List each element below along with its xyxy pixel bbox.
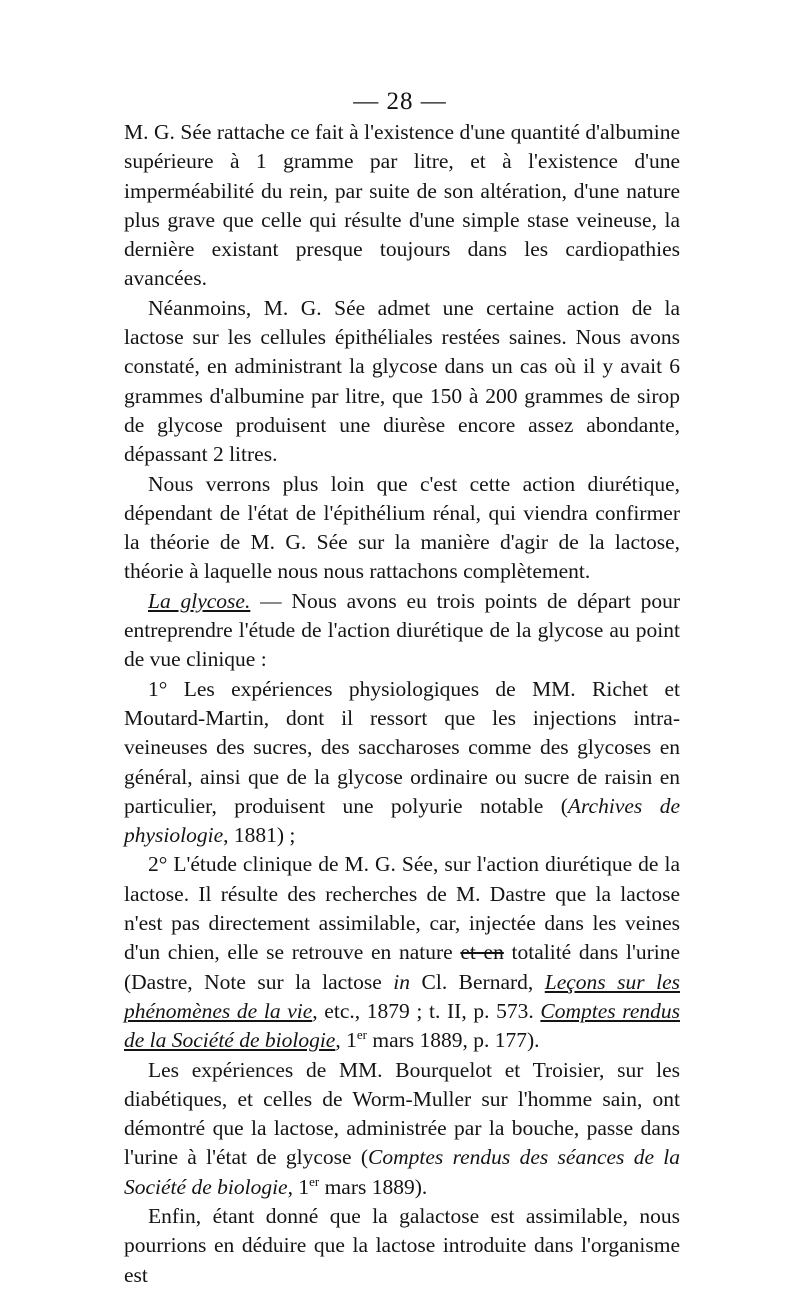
paragraph: Néanmoins, M. G. Sée admet une certaine action de la lactose sur les cellules épithéliales restées saines. Nous avons constaté, en administrant la glycose dans un cas où il y avait 6 grammes d'albumine par litre, que 150 à 200 grammes de sirop de glycose produisent une diurèse encore assez abondante, dépassant 2 litres. xyxy=(124,295,680,467)
paragraph: 2° L'étude clinique de M. G. Sée, sur l'action diurétique de la lactose. Il résulte des recherches de M. Dastre que la lactose n'est pas directement assimilable, car, injectée dans les veines d'un chien, elle se retrouve en nature et en totalité dans l'urine (Dastre, Note sur la lactose in Cl. Bernard, Leçons sur les phénomènes de la vie, etc., 1879 ; t. II, p. 573. Comptes rendus de la Société de biologie, 1er mars 1889, p. 177). xyxy=(124,852,680,1053)
paragraph: Les expériences de MM. Bourquelot et Troisier, sur les diabétiques, et celles de Worm-Muller sur l'homme sain, ont démontré que la lactose, administrée par la bouche, passe dans l'urine à l'état de glycose (Comptes rendus des séances de la Société de biologie, 1er mars 1889). xyxy=(124,1057,680,1199)
paragraph: Enfin, étant donné que la galactose est assimilable, nous pourrions en déduire que la lactose introduite dans l'organisme est xyxy=(124,1203,680,1287)
section-heading: La glycose. xyxy=(148,588,251,613)
paragraph: M. G. Sée rattache ce fait à l'existence d'une quantité d'albumine supérieure à 1 gramme par litre, et à l'existence d'une imperméabilité du rein, par suite de son altération, d'une nature plus grave que celle qui résulte d'une simple stase veineuse, la dernière existant presque toujours dans les cardiopathies avancées. xyxy=(124,120,680,291)
struck-text: et en xyxy=(460,940,504,965)
page-number: — 28 — xyxy=(353,88,447,115)
paragraph: 1° Les expériences physiologiques de MM. Richet et Moutard-Martin, dont il ressort que les injections intra-veineuses des sucres, des saccharoses comme des glycoses en général, ainsi que de la glycose ordinaire ou sucre de raisin en particulier, produisent une polyurie notable (Archives de physiologie, 1881) ; xyxy=(124,676,680,848)
paragraph: Nous verrons plus loin que c'est cette action diurétique, dépendant de l'état de l'épithélium rénal, qui viendra confirmer la théorie de M. G. Sée sur la manière d'agir de la lactose, théorie à laquelle nous nous rattachons complètement. xyxy=(124,471,680,584)
body-text xyxy=(124,118,680,1290)
paragraph: La glycose. — Nous avons eu trois points de départ pour entreprendre l'étude de l'action diurétique de la glycose au point de vue clinique : xyxy=(124,588,680,672)
